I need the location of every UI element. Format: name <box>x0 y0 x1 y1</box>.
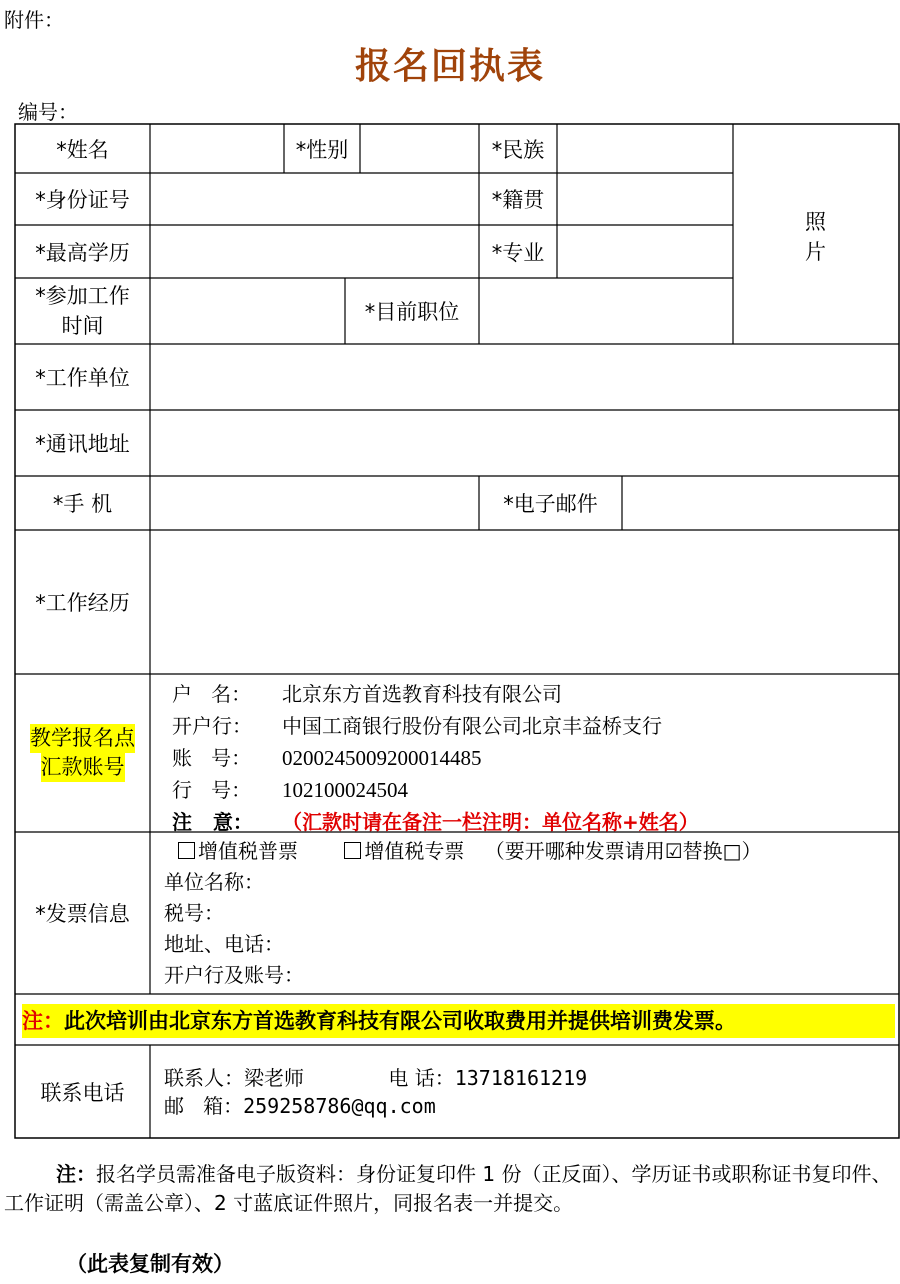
account-no-key: 账 号： <box>172 746 252 770</box>
training-notice-text: 此次培训由北京东方首选教育科技有限公司收取费用并提供培训费发票。 <box>64 1009 736 1033</box>
invoice-company-label: 单位名称： <box>164 870 264 894</box>
training-notice <box>22 1004 895 1038</box>
attachment-label: 附件： <box>4 8 64 32</box>
major-label: *专业 <box>491 240 545 265</box>
bank-account-label <box>15 674 150 832</box>
address-field[interactable] <box>151 411 898 475</box>
experience-field[interactable] <box>151 531 898 673</box>
ethnicity-label: *民族 <box>491 137 545 162</box>
education-label: *最高学历 <box>35 240 130 265</box>
mobile-field[interactable] <box>151 477 478 529</box>
contact-phone-key: 电 话： <box>388 1066 455 1090</box>
gender-label: *性别 <box>295 137 349 162</box>
name-label: *姓名 <box>56 137 109 162</box>
invoice-normal-checkbox[interactable] <box>178 842 195 859</box>
invoice-normal-label: 增值税普票 <box>198 839 298 863</box>
photo-label-line1: 照 <box>805 210 826 234</box>
account-name-key: 户 名： <box>172 682 252 706</box>
native-place-field[interactable] <box>558 174 732 224</box>
account-name-value: 北京东方首选教育科技有限公司 <box>282 682 562 706</box>
address-label: *通讯地址 <box>35 432 130 456</box>
invoice-instruction: （要开哪种发票请用☑替换□） <box>484 839 762 863</box>
gender-field[interactable] <box>361 125 478 172</box>
invoice-bank-label: 开户行及账号： <box>164 963 304 987</box>
invoice-label: *发票信息 <box>35 902 130 926</box>
bank-account-label-line1: 教学报名点 <box>30 724 135 753</box>
invoice-tax-label: 税号： <box>164 901 224 925</box>
position-field[interactable] <box>480 279 732 343</box>
position-label: *目前职位 <box>364 300 460 324</box>
email-field[interactable] <box>623 477 898 529</box>
serial-number-label: 编号： <box>18 100 78 124</box>
account-no-value: 0200245009200014485 <box>282 746 482 770</box>
education-field[interactable] <box>151 226 478 277</box>
experience-label: *工作经历 <box>35 591 130 615</box>
employer-label: *工作单位 <box>35 366 130 390</box>
contact-mail-value[interactable]: 259258786@qq.com <box>243 1094 436 1118</box>
invoice-special-label: 增值税专票 <box>364 839 465 863</box>
photo-label-line2: 片 <box>805 240 826 264</box>
bank-code-key: 行 号： <box>172 778 252 802</box>
contact-label: 联系电话 <box>40 1080 125 1105</box>
work-start-label <box>15 278 150 344</box>
work-start-field[interactable] <box>151 279 344 343</box>
invoice-addr-phone-label: 地址、电话： <box>164 932 284 956</box>
mobile-label: *手 机 <box>52 492 113 516</box>
contact-person-value: 梁老师 <box>244 1066 304 1090</box>
remit-note-key: 注 意： <box>172 810 253 834</box>
invoice-special-checkbox[interactable] <box>344 842 361 859</box>
bank-account-label-line2: 汇款账号 <box>41 753 125 782</box>
page-title: 报名回执表 <box>354 46 545 87</box>
bank-code-value: 102100024504 <box>282 778 408 802</box>
footer-note-text: 报名学员需准备电子版资料：身份证复印件 1 份（正反面）、学历证书或职称证书复印件、工作证明（需盖公章）、2 寸蓝底证件照片，同报名表一并提交。 <box>4 1162 892 1215</box>
footer-note <box>4 1160 894 1218</box>
email-label: *电子邮件 <box>503 492 598 516</box>
ethnicity-field[interactable] <box>558 125 732 172</box>
contact-mail-key: 邮 箱： <box>164 1094 244 1118</box>
major-field[interactable] <box>558 226 732 277</box>
remit-note-value: （汇款时请在备注一栏注明：单位名称+姓名） <box>282 810 699 834</box>
work-start-label-line1: *参加工作 <box>35 284 130 308</box>
footer-note-label: 注： <box>56 1162 96 1186</box>
bank-info <box>172 678 699 838</box>
name-field[interactable] <box>151 125 283 172</box>
invoice-info <box>164 836 762 991</box>
contact-phone-value: 13718161219 <box>454 1066 588 1090</box>
id-number-field[interactable] <box>151 174 478 224</box>
id-number-label: *身份证号 <box>35 188 130 212</box>
copy-valid-note: （此表复制有效） <box>66 1252 234 1276</box>
bank-value: 中国工商银行股份有限公司北京丰益桥支行 <box>282 714 662 738</box>
work-start-label-line2: 时间 <box>61 314 104 338</box>
employer-field[interactable] <box>151 345 898 409</box>
training-notice-label: 注： <box>22 1009 64 1033</box>
photo-box[interactable] <box>733 124 899 344</box>
contact-info <box>164 1064 587 1120</box>
bank-key: 开户行： <box>172 714 252 738</box>
contact-person-key: 联系人： <box>164 1066 244 1090</box>
native-place-label: *籍贯 <box>491 188 545 212</box>
